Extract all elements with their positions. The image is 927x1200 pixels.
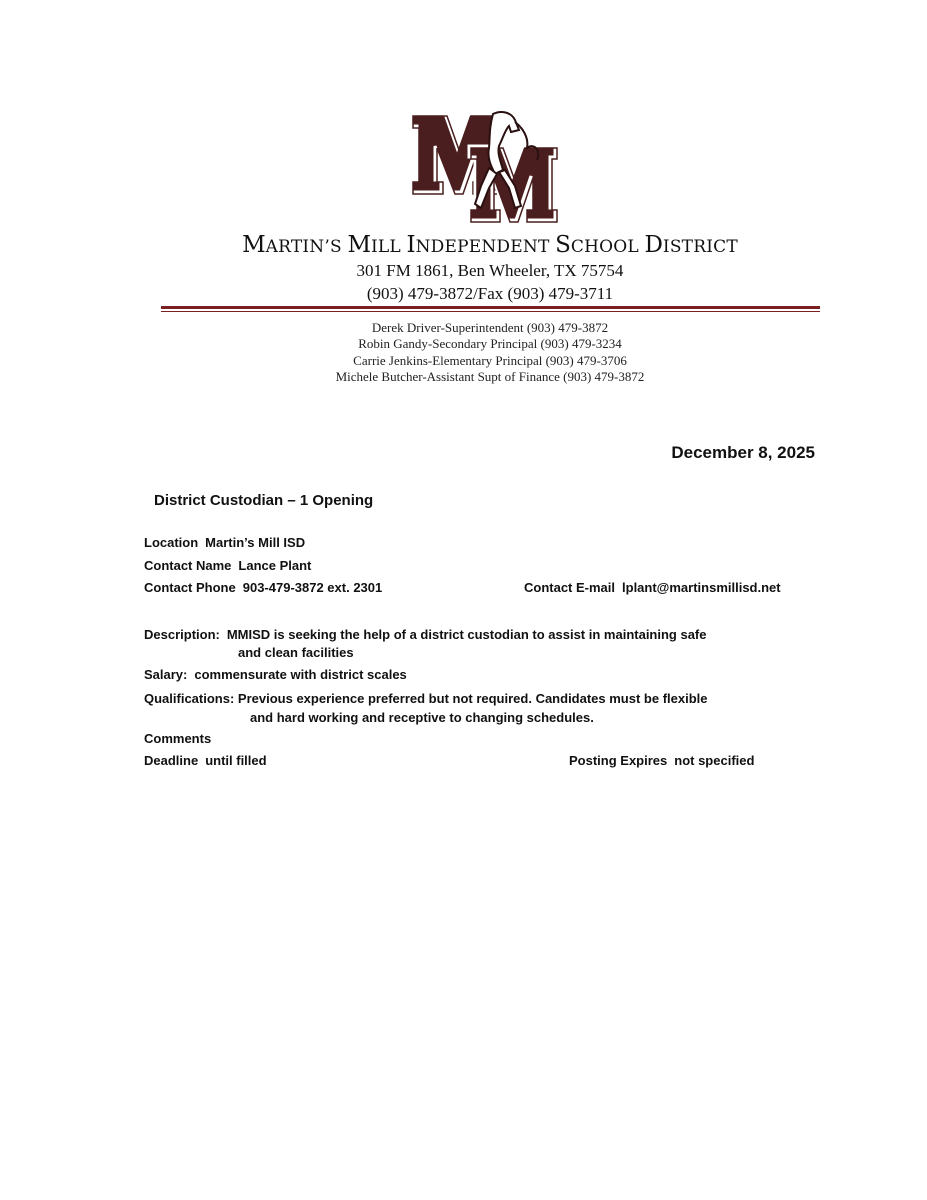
staff-line: Robin Gandy-Secondary Principal (903) 479-3234 xyxy=(358,336,622,352)
staff-line: Michele Butcher-Assistant Supt of Finance (903) 479-3872 xyxy=(335,368,645,384)
job-title: District Custodian – 1 Opening xyxy=(154,492,374,509)
district-phone-fax: (903) 479-3872/Fax (903) 479-3711 xyxy=(366,284,614,303)
description-label: Description: xyxy=(144,627,220,642)
contact-name-value: Lance Plant xyxy=(238,558,312,573)
deadline-value: until filled xyxy=(205,753,267,768)
contact-email-value[interactable]: lplant@martinsmillisd.net xyxy=(622,580,781,595)
contact-phone-label: Contact Phone xyxy=(144,580,236,595)
posting-expires-value: not specified xyxy=(674,753,755,768)
contact-email-field xyxy=(524,580,781,595)
location-field xyxy=(144,535,305,550)
letterhead-divider-thin xyxy=(161,311,820,312)
qualifications-field xyxy=(144,689,708,727)
contact-email-label: Contact E-mail xyxy=(524,580,616,595)
salary-value: commensurate with district scales xyxy=(194,667,407,682)
district-address: 301 FM 1861, Ben Wheeler, TX 75754 xyxy=(356,261,624,280)
district-name: MARTIN’S MILL INDEPENDENT SCHOOL DISTRICT xyxy=(242,232,738,258)
location-value: Martin’s Mill ISD xyxy=(205,535,306,550)
description-field xyxy=(144,626,707,662)
letterhead-divider xyxy=(161,306,820,309)
salary-field xyxy=(144,667,407,682)
qualifications-text-continued: and hard working and receptive to changing schedules. xyxy=(250,710,594,725)
contact-phone-value: 903-479-3872 ext. 2301 xyxy=(242,580,383,595)
qualifications-label: Qualifications: xyxy=(144,691,235,706)
posting-date: December 8, 2025 xyxy=(671,443,815,462)
mustang-horse-icon xyxy=(405,108,573,230)
description-text-continued: and clean facilities xyxy=(238,645,354,660)
staff-line: Derek Driver-Superintendent (903) 479-3872 xyxy=(371,320,609,335)
comments-label: Comments xyxy=(144,731,212,746)
district-logo xyxy=(405,108,573,230)
staff-directory xyxy=(0,320,927,385)
deadline-label: Deadline xyxy=(144,753,199,768)
location-label: Location xyxy=(144,535,199,550)
posting-expires-label: Posting Expires xyxy=(569,753,668,768)
qualifications-text: Previous experience preferred but not required. Candidates must be flexible xyxy=(237,691,708,706)
contact-name-field xyxy=(144,558,311,573)
contact-phone-field xyxy=(144,580,382,595)
description-text: MMISD is seeking the help of a district custodian to assist in maintaining safe xyxy=(226,627,707,642)
salary-label: Salary: xyxy=(144,667,188,682)
staff-line: Carrie Jenkins-Elementary Principal (903) 479-3706 xyxy=(353,352,627,368)
deadline-field xyxy=(144,753,267,768)
posting-expires-field xyxy=(569,753,754,768)
contact-name-label: Contact Name xyxy=(144,558,232,573)
